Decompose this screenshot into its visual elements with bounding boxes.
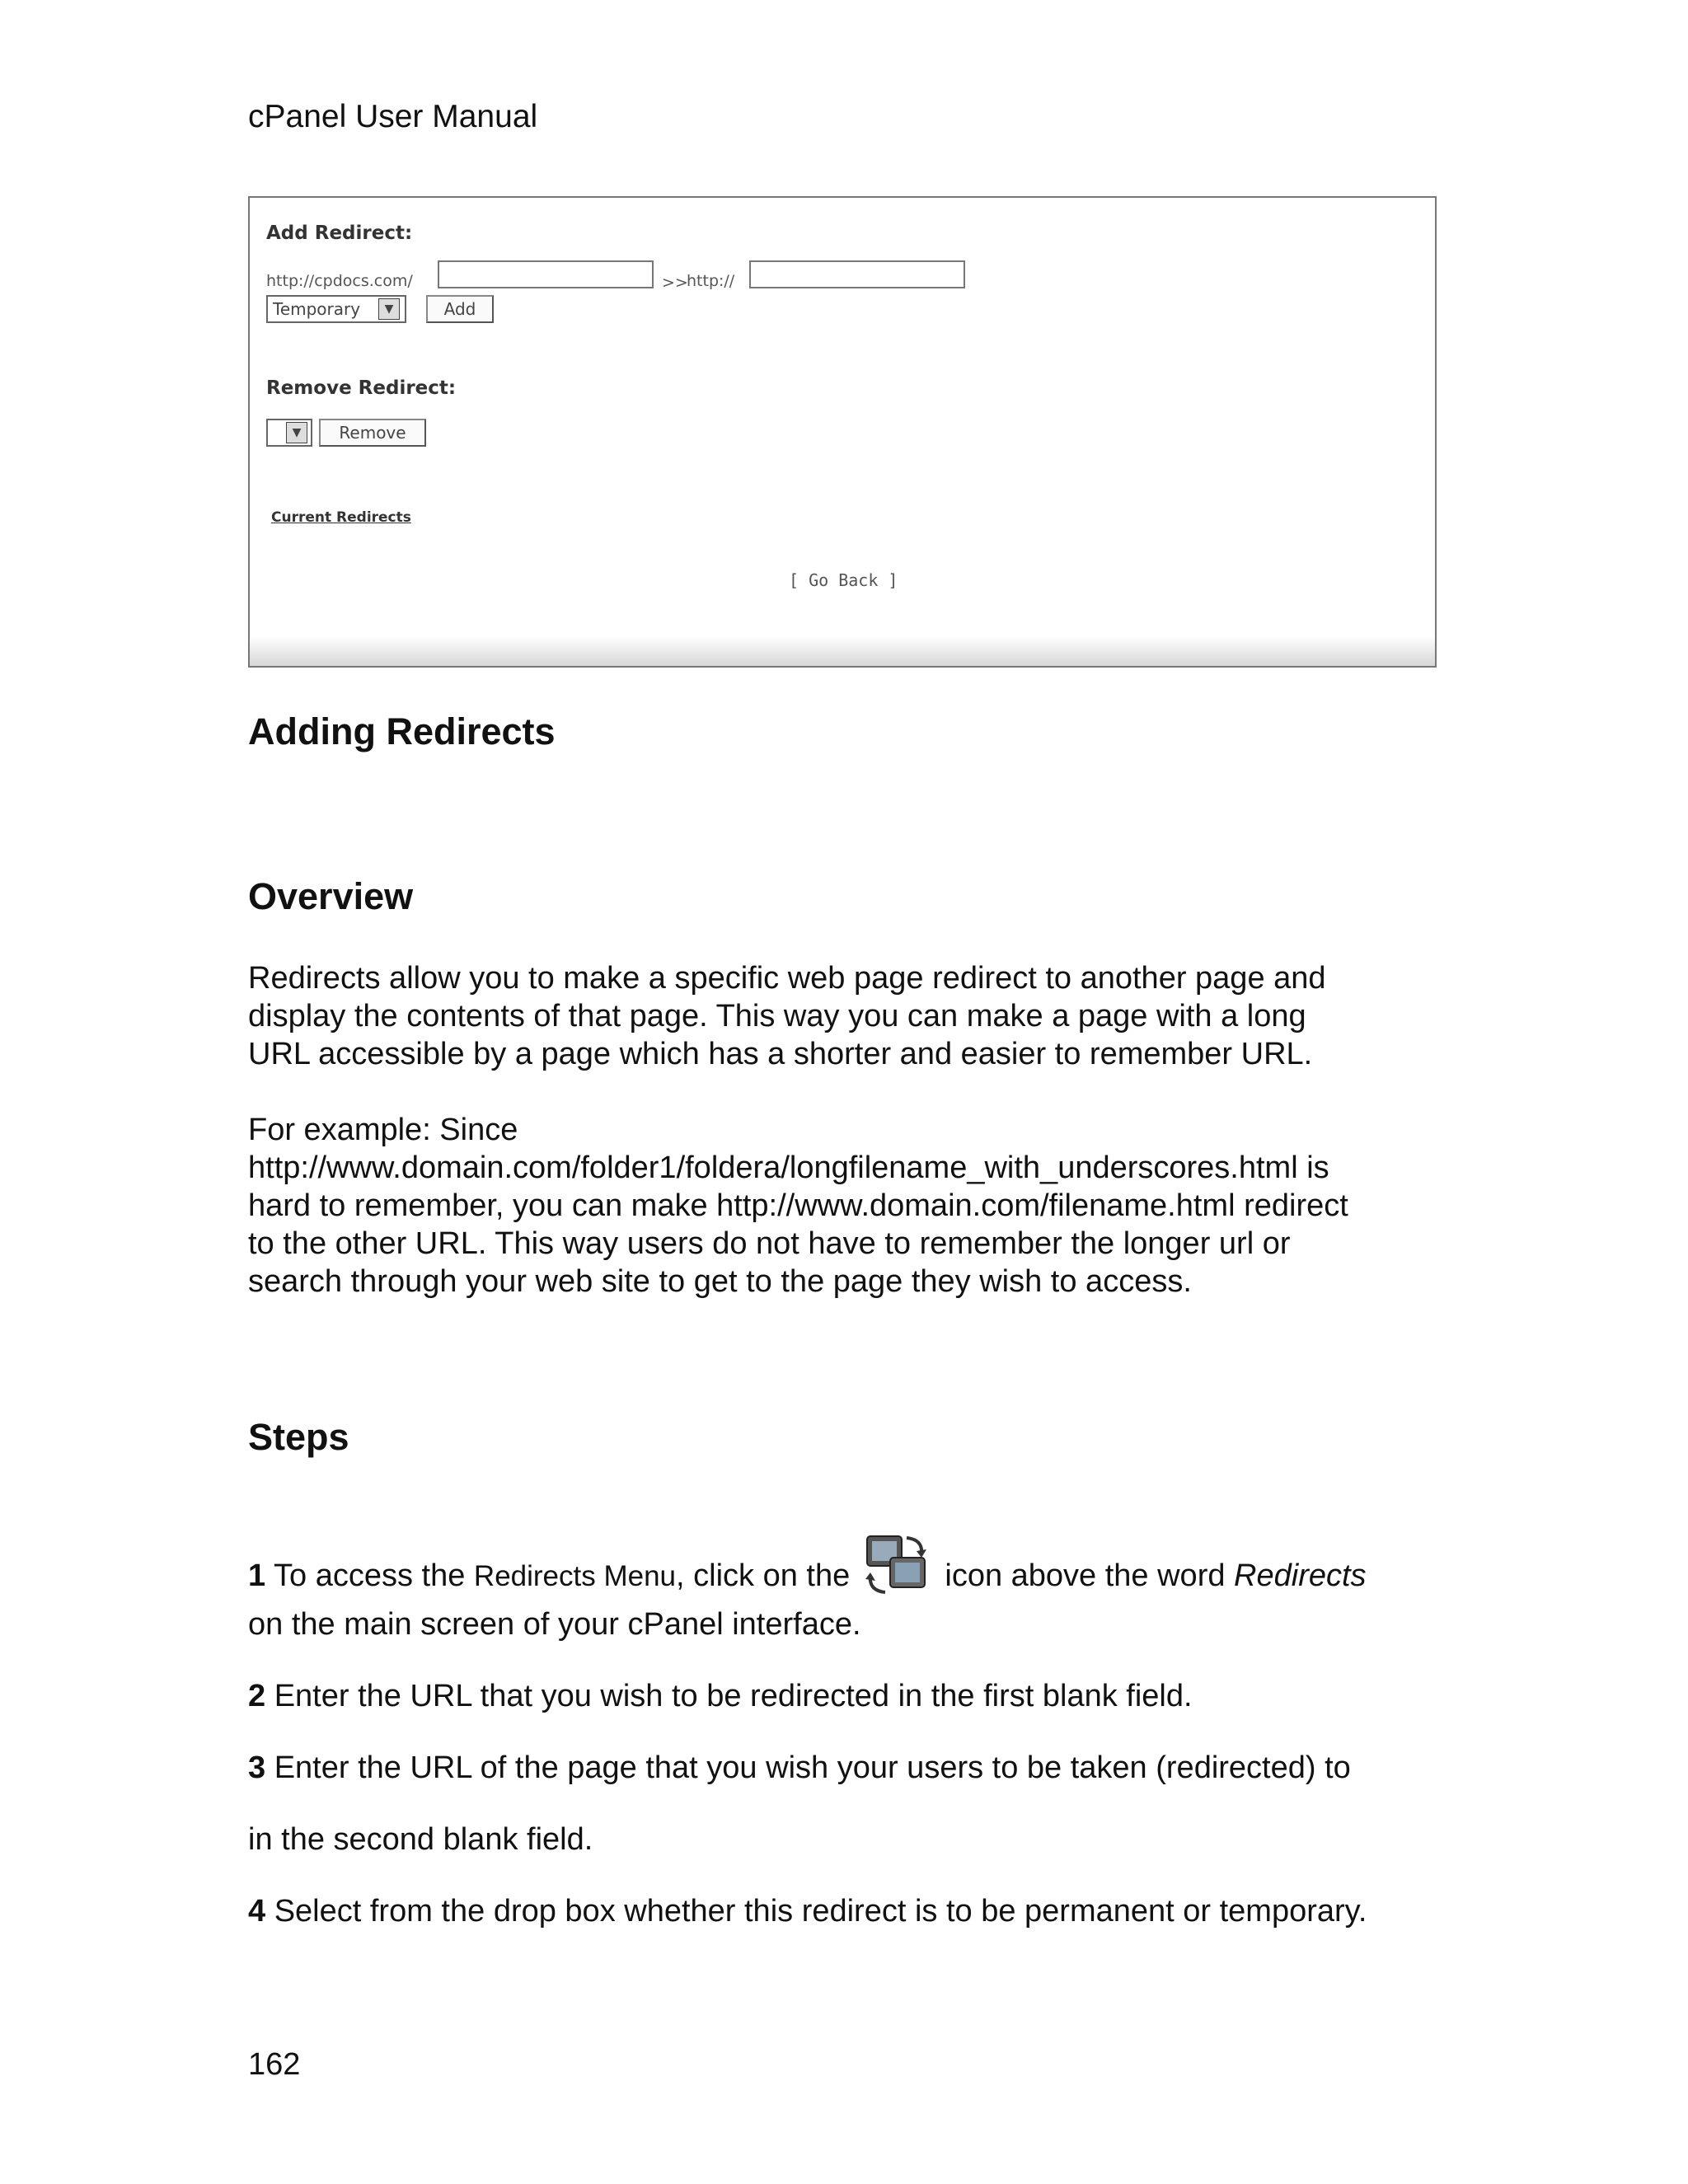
text-line: http://www.domain.com/folder1/foldera/longfilename_with_underscores.html is [248,1151,1329,1185]
arrow-separator: >> [662,274,688,292]
text-line: URL accessible by a page which has a shorter and easier to remember URL. [248,1037,1313,1071]
overview-heading: Overview [248,875,414,917]
add-button[interactable]: Add [426,295,494,323]
step-1-continued: on the main screen of your cPanel interface. [248,1607,861,1642]
running-title: cPanel User Manual [248,99,538,134]
remove-button[interactable]: Remove [319,419,426,447]
step-number: 3 [248,1750,266,1785]
target-url-input[interactable] [749,260,965,288]
text-line: display the contents of that page. This way you can make a page with a long [248,999,1306,1033]
text-line: hard to remember, you can make http://www.domain.com/filename.html redirect [248,1188,1348,1223]
step-text: , click on the [676,1558,851,1593]
go-back-link[interactable]: [ Go Back ] [789,570,898,590]
redirect-form-screenshot [248,196,1437,668]
text-line: Redirects allow you to make a specific web page redirect to another page and [248,961,1326,996]
page-number: 162 [248,2047,301,2082]
steps-heading: Steps [248,1416,349,1458]
step-2 [248,1679,1193,1714]
overview-paragraph-2 [248,1111,1443,1301]
step-3-continued: in the second blank field. [248,1822,593,1857]
step-text: Select from the drop box whether this redirect is to be permanent or temporary. [274,1894,1367,1929]
redirect-type-select[interactable] [266,295,406,323]
chevron-down-icon: ▼ [378,298,400,320]
redirect-type-value: Temporary [273,299,361,319]
text-line: search through your web site to get to the page they wish to access. [248,1264,1192,1299]
chevron-down-icon: ▼ [286,422,307,443]
step-4 [248,1894,1367,1929]
current-redirects-link[interactable]: Current Redirects [271,509,411,526]
text-line: For example: Since [248,1113,518,1147]
remove-redirect-heading: Remove Redirect: [266,377,457,399]
remove-redirect-select[interactable] [266,419,312,447]
add-redirect-heading: Add Redirect: [266,223,413,244]
step-1 [248,1533,1367,1597]
screenshot-footer-bar [250,636,1435,666]
redirects-icon [865,1533,930,1597]
redirects-menu-label: Redirects Menu [473,1560,677,1592]
target-url-prefix: http:// [687,272,735,290]
source-url-input[interactable] [438,260,654,288]
step-number: 2 [248,1679,266,1713]
source-url-prefix: http://cpdocs.com/ [266,272,413,290]
step-text: Enter the URL of the page that you wish your users to be taken (redirected) to [274,1750,1351,1785]
step-text: To access the [274,1558,466,1593]
text-line: to the other URL. This way users do not have to remember the longer url or [248,1226,1291,1261]
step-number: 1 [248,1558,266,1593]
step-number: 4 [248,1894,266,1929]
step-3 [248,1750,1351,1786]
redirects-word: Redirects [1234,1558,1367,1593]
step-text: icon above the word [945,1558,1226,1593]
overview-paragraph-1 [248,959,1443,1073]
step-text: Enter the URL that you wish to be redirected in the first blank field. [274,1679,1193,1713]
section-title: Adding Redirects [248,710,556,752]
